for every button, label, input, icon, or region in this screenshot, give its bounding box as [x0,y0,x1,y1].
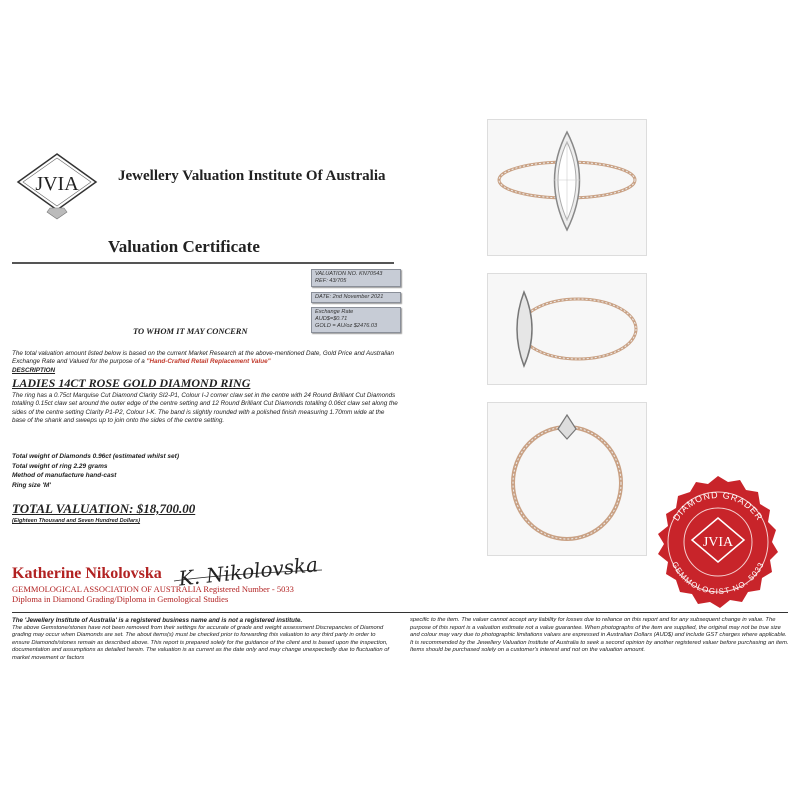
spec-ring-size: Ring size 'M' [12,481,51,489]
disclaimer-lead: The 'Jewellery Institute of Australia' is a registered business name and is not a registered institute. [12,617,303,624]
handwritten-signature [172,548,332,588]
valuation-number: VALUATION NO. KN70543 [315,271,383,277]
svg-text:GEMMOLOGIST NO. 5033: GEMMOLOGIST NO. 5033 [670,560,766,597]
diploma-line: Diploma in Diamond Grading/Diploma in Gemological Studies [12,594,229,604]
item-title: LADIES 14CT ROSE GOLD DIAMOND RING [12,376,251,390]
disclaimer-left [12,617,394,663]
total-in-words: (Eighteen Thousand and Seven Hundred Dollars) [12,518,141,524]
diamond-grader-seal [648,474,788,614]
svg-text:K. Nikolovska: K. Nikolovska [177,552,319,588]
title-divider [12,262,394,264]
exchange-label: Exchange Rate [315,309,354,315]
valuation-date: DATE: 2nd November 2021 [315,294,384,300]
reference-number: REF: 43/705 [315,278,347,284]
exchange-gold: GOLD = AU/oz $2476.03 [315,323,378,329]
spec-manufacture: Method of manufacture hand-cast [12,472,117,480]
jvia-logo [12,150,102,220]
intro-paragraph [12,350,394,366]
institute-name: Jewellery Valuation Institute Of Australia [118,168,386,184]
intro-text: The total valuation amount listed below is based on the current Market Research at the above-mentioned Date, Gold Price and Australian Exchange Rate and Valued for the purpose of a [12,350,394,365]
ring-photo-top [487,119,647,256]
total-valuation: TOTAL VALUATION: $18,700.00 [12,501,196,516]
svg-text:DIAMOND GRADER: DIAMOND GRADER [671,489,765,523]
svg-text:JVIA: JVIA [35,173,79,195]
exchange-rate-box [311,307,401,333]
intro-highlight: "Hand-Crafted Retail Replacement Value" [146,358,271,365]
item-specifications [12,452,179,490]
description-label: DESCRIPTION [12,367,56,374]
valuer-credentials [12,584,294,604]
valuation-number-box [311,269,401,287]
ring-photo-front [487,402,647,556]
concern-heading: TO WHOM IT MAY CONCERN [133,326,248,336]
disclaimer-right: specific to the item. The valuer cannot accept any liability for losses due to reliance on this report and for any subsequent change in value. The purpose of this report is a valuation estimate not a value guarantee. When photographs of the item are supplied, the original may not be true size and colour may vary due to photographic limitations values are expressed in Australian Dollars (AUD$) and include GST charges where applicable. It is recommended by the Jewellery Valuation Institute of Australia to seek a second opinion by another registered valuer before purchasing an item. Items should be purchased solely on a customer's interest and not on the valuation amount. [410,617,789,654]
exchange-aud: AUD$=$0.71 [315,316,348,322]
ring-photo-side [487,273,647,385]
svg-text:JVIA: JVIA [702,535,734,550]
disclaimer-left-text: The above Gemstone/stones have not been removed from their settings for accurate of grade and weight assessment Discrepancies of Diamond grading may occur when Diamonds are set. The about items(s) must be checked prior to forwarding this valuation to any third party in order to ensure Diamonds/stones remain as described above. This report is prepared solely for the guidance of the client and is based upon the inspection, documentation and assumptions as detailed herein. The valuation is as current as the date only and may change unexpectedly due to fluctuation of market movement or factors [12,624,390,661]
spec-ring-weight: Total weight of ring 2.29 grams [12,462,108,470]
gemmological-association: GEMMOLOGICAL ASSOCIATION OF AUSTRALIA Registered Number - 5033 [12,584,294,594]
item-description: The ring has a 0.75ct Marquise Cut Diamond Clarity SI2-P1, Colour I-J corner claw set in the centre with 24 Round Brilliant Cut Diamonds totalling 0.15ct claw set around the outer edge of the centre setting and 12 Round Brilliant Cut Diamonds totalling 0.06ct claw set along the sides of the centre setting Clarity P1-P2, Colour I-K. The band is slightly rounded with a polished finish measuring 1.70mm wide at the base of the shank and sweeps up to join onto the sides of the centre setting. [12,392,398,424]
valuer-name: Katherine Nikolovska [12,565,162,582]
spec-diamond-weight: Total weight of Diamonds 0.96ct (estimated whilst set) [12,453,179,460]
certificate-title: Valuation Certificate [108,237,260,256]
date-box [311,292,401,303]
